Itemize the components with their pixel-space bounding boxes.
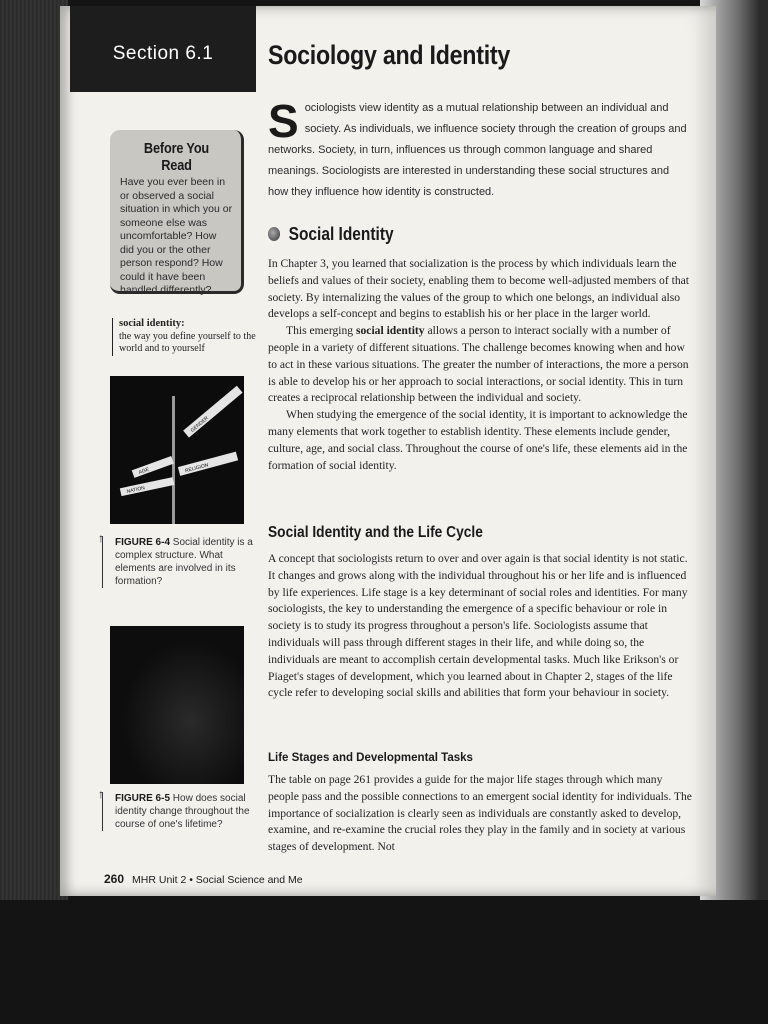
intro-paragraph (268, 95, 688, 203)
signpost-label-4: NATION (126, 485, 146, 495)
paragraph: The table on page 261 provides a guide for the major life stages through which many people pass and the possible connections to an emergent social identity for individuals. The importance of socialization is clearly seen as individuals are constantly asked to develop, examine, and re-examine the crucial roles they play in the family and in society at various stages of development. Not (268, 773, 692, 854)
page-title: Sociology and Identity (268, 40, 511, 70)
glossary-term (112, 318, 279, 356)
paragraph: A concept that sociologists return to over and over again is that social identity is not static. It changes and grows along with the individual throughout his or her life and is influenced by life experiences. Life stage is a key determinant of social roles and identities. For many sociologists, the key to understanding the emergence of a specific behaviour or role in society is to study its progress throughout a person's life. Sociologists assume that individuals will pass through different stages in their life, and while doing so, the individuals are meant to accomplish certain developmental tasks. Much like Erikson's or Piaget's stages of development, which you learned about in Chapter 2, stages of the life cycle refer to developing social skills and abilities that form your behaviour in society. (268, 552, 688, 700)
figure-6-5-caption (98, 787, 255, 831)
figure-6-5-label: FIGURE 6-5 (115, 793, 171, 804)
section-bullet-icon (268, 227, 280, 241)
signpost-label-3: AGE (138, 466, 151, 476)
paragraph: This emerging social identity allows a person to interact socially with a number of people in a variety of different situations. The challenge becomes knowing when and how to act in these various situations. The greater the number of interactions, the more a person is able to develop his or her approach to social interactions, or social identity. This in turn creates a reciprocal relationship between the individual and society. (268, 324, 689, 405)
before-you-read-box (110, 130, 244, 294)
signpost-label-2: RELIGION (184, 462, 210, 475)
before-you-read-title: Before You Read (143, 140, 210, 174)
life-stages-text (268, 772, 692, 856)
figure-6-5-photo (110, 626, 244, 784)
up-arrow-icon: ↑ (98, 787, 104, 801)
paragraph: When studying the emergence of the social identity, it is important to acknowledge the many elements that work together to establish identity. These elements include gender, culture, age, and social class. Throughout the course of one's life, these elements aid in the formation of social identity. (268, 408, 688, 472)
key-term: social identity (355, 324, 425, 338)
glossary-term-word: social identity: (119, 318, 185, 329)
paragraph: In Chapter 3, you learned that socialization is the process by which individuals learn the beliefs and values of their society, enabling them to become well-adjusted members of that society. By internalizing the values of the group to which one belongs, an individual also develops a self-concept and begins to establish his or her place in the larger world. (268, 257, 689, 321)
signpost-label-5: GROUP (99, 375, 117, 383)
heading-life-cycle: Social Identity and the Life Cycle (268, 524, 483, 541)
section-tab: Section 6.1 (70, 6, 256, 92)
scan-edge-left (0, 0, 68, 1024)
signpost-illustration (99, 375, 244, 524)
glossary-term-definition: the way you define yourself to the world and to yourself (119, 330, 256, 354)
social-identity-text (268, 256, 692, 474)
figure-6-5-text: How does social identity change throughout the course of one's lifetime? (115, 793, 250, 830)
page-footer (104, 872, 303, 886)
textbook-page (60, 6, 716, 896)
figure-6-4-caption (98, 531, 255, 588)
up-arrow-icon: ↑ (98, 531, 104, 545)
intro-text: ociologists view identity as a mutual relationship between an individual and society. As individuals, we influence society through the creation of groups and networks. Society, in turn, influences us through common language and shared meanings. Sociologists are interested in understanding these social structures and how they influence how identity is constructed. (268, 102, 687, 198)
heading-life-stages: Life Stages and Developmental Tasks (268, 752, 473, 764)
figure-6-4-label: FIGURE 6-4 (115, 537, 171, 548)
page-number: 260 (104, 872, 125, 886)
life-cycle-text (268, 551, 692, 702)
drop-cap: S (268, 95, 299, 147)
figure-6-4-text: Social identity is a complex structure. What elements are involved in its formation? (115, 537, 253, 587)
heading-social-identity: Social Identity (268, 224, 394, 245)
signpost-label-1: GENDER (189, 415, 210, 434)
footer-text: MHR Unit 2 • Social Science and Me (132, 874, 303, 886)
figure-6-4-photo (99, 375, 244, 524)
before-you-read-question: Have you ever been in or observed a social situation in which you or someone else was uncomfortable? How did you or the other person respond? How could it have been handled differently? (120, 176, 233, 296)
scan-bottom (0, 900, 768, 1024)
